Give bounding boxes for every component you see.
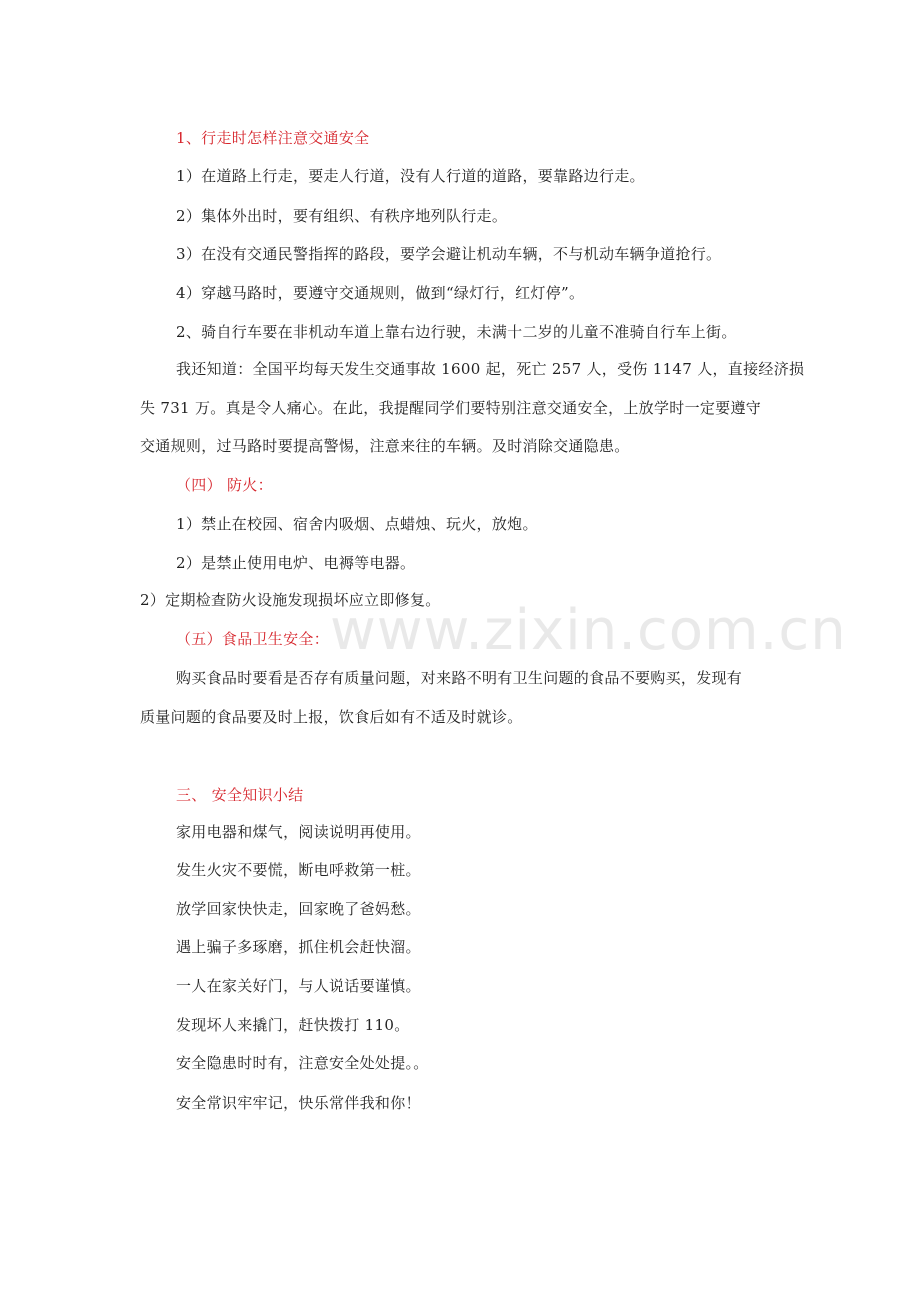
traffic-fact-line: 交通规则，过马路时要提高警惕，注意来往的车辆。及时消除交通隐患。 — [140, 437, 630, 455]
food-line: 质量问题的食品要及时上报，饮食后如有不适及时就诊。 — [140, 708, 523, 726]
food-line: 购买食品时要看是否存有质量问题，对来路不明有卫生问题的食品不要购买，发现有 — [176, 669, 743, 687]
fire-heading: （四） 防火： — [176, 476, 273, 494]
food-heading: （五）食品卫生安全： — [176, 630, 330, 648]
traffic-item: 3）在没有交通民警指挥的路段，要学会避让机动车辆，不与机动车辆争道抢行。 — [176, 245, 722, 263]
summary-line: 发生火灾不要慌，断电呼救第一桩。 — [176, 861, 421, 879]
summary-line: 安全隐患时时有，注意安全处处提。。 — [176, 1054, 429, 1072]
summary-heading: 三、 安全知识小结 — [176, 786, 304, 804]
bike-rule: 2、骑自行车要在非机动车道上靠右边行驶，未满十二岁的儿童不准骑自行车上街。 — [176, 323, 737, 341]
summary-line: 放学回家快快走，回家晚了爸妈愁。 — [176, 900, 421, 918]
fire-item: 2）是禁止使用电炉、电褥等电器。 — [176, 554, 416, 572]
traffic-item: 1）在道路上行走，要走人行道，没有人行道的道路，要靠路边行走。 — [176, 167, 645, 185]
summary-line: 一人在家关好门，与人说话要谨慎。 — [176, 977, 421, 995]
traffic-heading: 1、行走时怎样注意交通安全 — [176, 129, 370, 147]
fire-item: 1）禁止在校园、宿舍内吸烟、点蜡烛、玩火，放炮。 — [176, 515, 538, 533]
traffic-fact-line: 我还知道：全国平均每天发生交通事故 1600 起，死亡 257 人，受伤 1147 人，直接经济损 — [176, 360, 805, 378]
summary-line: 遇上骗子多琢磨，抓住机会赶快溜。 — [176, 938, 421, 956]
traffic-item: 2）集体外出时，要有组织、有秩序地列队行走。 — [176, 207, 508, 225]
summary-line: 家用电器和煤气，阅读说明再使用。 — [176, 823, 421, 841]
fire-item-extra: 2）定期检查防火设施发现损坏应立即修复。 — [140, 591, 441, 609]
summary-line: 发现坏人来撬门，赶快拨打 110。 — [176, 1016, 410, 1034]
watermark: www.zixin.com.cn — [330, 598, 847, 663]
traffic-fact-line: 失 731 万。真是令人痛心。在此，我提醒同学们要特别注意交通安全，上放学时一定要遵守 — [140, 399, 762, 417]
summary-line: 安全常识牢牢记，快乐常伴我和你！ — [176, 1094, 421, 1112]
traffic-item: 4）穿越马路时，要遵守交通规则，做到“绿灯行，红灯停”。 — [176, 284, 585, 302]
